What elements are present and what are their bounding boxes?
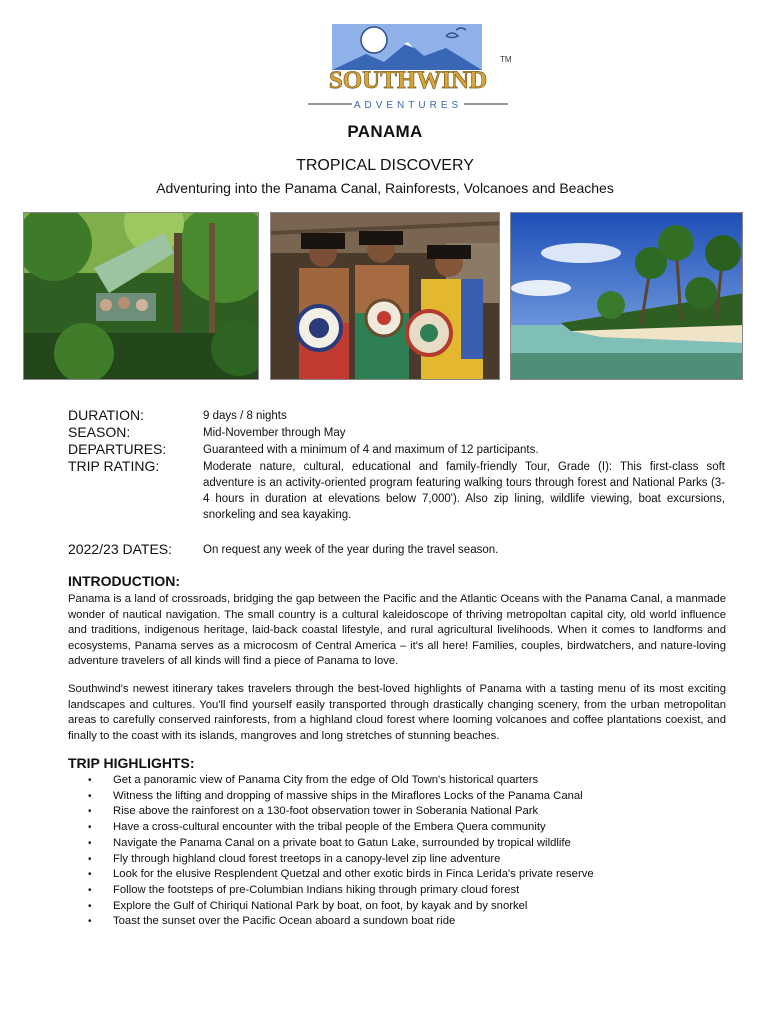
list-item: [88, 867, 708, 883]
fact-value: Guaranteed with a minimum of 4 and maximum of 12 participants.: [203, 444, 539, 456]
highlights-list: [88, 773, 708, 930]
logo-trademark: TM: [500, 55, 512, 64]
fact-label: DURATION:: [68, 407, 144, 423]
highlight-text: Explore the Gulf of Chiriqui National Park by boat, on foot, by kayak and by snorkel: [113, 899, 528, 912]
bullet-icon: •: [88, 884, 92, 896]
highlight-text: Toast the sunset over the Pacific Ocean aboard a sundown boat ride: [113, 915, 456, 928]
list-item: [88, 914, 708, 930]
page-subtitle: TROPICAL DISCOVERY: [296, 157, 474, 174]
fact-value: Mid-November through May: [203, 427, 346, 439]
bullet-icon: •: [88, 853, 92, 865]
bullet-icon: •: [88, 806, 92, 818]
list-item: [88, 852, 708, 868]
fact-duration: [68, 407, 728, 424]
bullet-icon: •: [88, 822, 92, 834]
highlight-text: Navigate the Panama Canal on a private boat to Gatun Lake, surrounded by tropical wildlife: [113, 836, 571, 849]
highlight-text: Witness the lifting and dropping of massive ships in the Miraflores Locks of the Panama Canal: [113, 789, 583, 802]
fact-value: 9 days / 8 nights: [203, 410, 287, 422]
bullet-icon: •: [88, 790, 92, 802]
tropical-beach-photo: [510, 212, 743, 380]
page-tagline: Adventuring into the Panama Canal, Rainforests, Volcanoes and Beaches: [156, 180, 614, 196]
list-item: [88, 804, 708, 820]
fact-label: SEASON:: [68, 424, 131, 440]
list-item: [88, 836, 708, 852]
logo-sun-icon: [361, 27, 387, 53]
bullet-icon: •: [88, 869, 92, 881]
fact-value: Moderate nature, cultural, educational and family-friendly Tour, Grade (I): This first-class soft adventure is an activity-oriented program featuring walking tours through forest and National Parks (3-4 hours in duration at elevations below 7,000'). Also zip lining, wildlife viewing, boat excursions, snorkeling and sea kayaking.: [203, 461, 725, 521]
bullet-icon: •: [88, 916, 92, 928]
highlight-text: Rise above the rainforest on a 130-foot observation tower in Soberania National Park: [113, 805, 539, 818]
logo-brand-main: SOUTHWIND: [328, 67, 488, 94]
southwind-logo: [296, 22, 520, 118]
fact-label: 2022/23 DATES:: [68, 541, 173, 557]
list-item: [88, 820, 708, 836]
fact-departures: [68, 441, 728, 458]
highlight-text: Have a cross-cultural encounter with the tribal people of the Embera Quera community: [113, 821, 546, 834]
introduction-heading: INTRODUCTION:: [68, 573, 180, 589]
highlight-text: Fly through highland cloud forest treetops in a canopy-level zip line adventure: [113, 852, 501, 865]
highlight-text: Look for the elusive Resplendent Quetzal and other exotic birds in Finca Lerida's private reserve: [113, 868, 594, 881]
highlight-text: Get a panoramic view of Panama City from the edge of Old Town's historical quarters: [113, 774, 539, 786]
rainforest-tram-photo: [23, 212, 259, 380]
fact-value: On request any week of the year during the travel season.: [203, 544, 499, 556]
bullet-icon: •: [88, 900, 92, 912]
introduction-paragraph-1: Panama is a land of crossroads, bridging the gap between the Pacific and the Atlantic Oceans with the Panama Canal, a manmade wonder of nautical navigation. The small country is a cultural kaleidoscope of thriving metropoltan capital city, old world influence and traditions, indigenous heritage, laid-back coastal lifestyle, and rural agricultural livelihoods. When it comes to landforms and ecosystems, Panama serves as a microcosm of Central America – it's all here! Families, couples, birdwatchers, and nature-loving adventure travelers of all kinds will find a piece of Panama to love.: [68, 593, 726, 668]
list-item: [88, 789, 708, 805]
fact-label: TRIP RATING:: [68, 458, 160, 474]
fact-dates: [68, 541, 725, 558]
embera-women-photo: [270, 212, 500, 380]
bullet-icon: •: [88, 775, 92, 786]
introduction-paragraph-2: Southwind's newest itinerary takes travelers through the best-loved highlights of Panama with a tasting menu of its most exciting landscapes and cultures. You'll find yourself easily transported through drastically changing scenery, from the urban metropolitan areas to carefully conserved rainforests, from a highland cloud forest where looming volcanoes and coffee plantations coexist, and finally to the coast with its islands, mangroves and long stretches of stunning beaches.: [68, 683, 726, 742]
page-title: PANAMA: [347, 122, 423, 141]
fact-label: DEPARTURES:: [68, 441, 167, 457]
logo-brand-sub: ADVENTURES: [353, 100, 463, 111]
fact-trip-rating: [68, 458, 728, 523]
fact-season: [68, 424, 728, 441]
highlights-heading: TRIP HIGHLIGHTS:: [68, 755, 195, 771]
highlight-text: Follow the footsteps of pre-Columbian Indians hiking through primary cloud forest: [113, 883, 520, 896]
list-item: [88, 899, 708, 915]
trip-facts: [68, 407, 728, 523]
bullet-icon: •: [88, 837, 92, 849]
list-item: [88, 883, 708, 899]
list-item: [88, 773, 708, 789]
